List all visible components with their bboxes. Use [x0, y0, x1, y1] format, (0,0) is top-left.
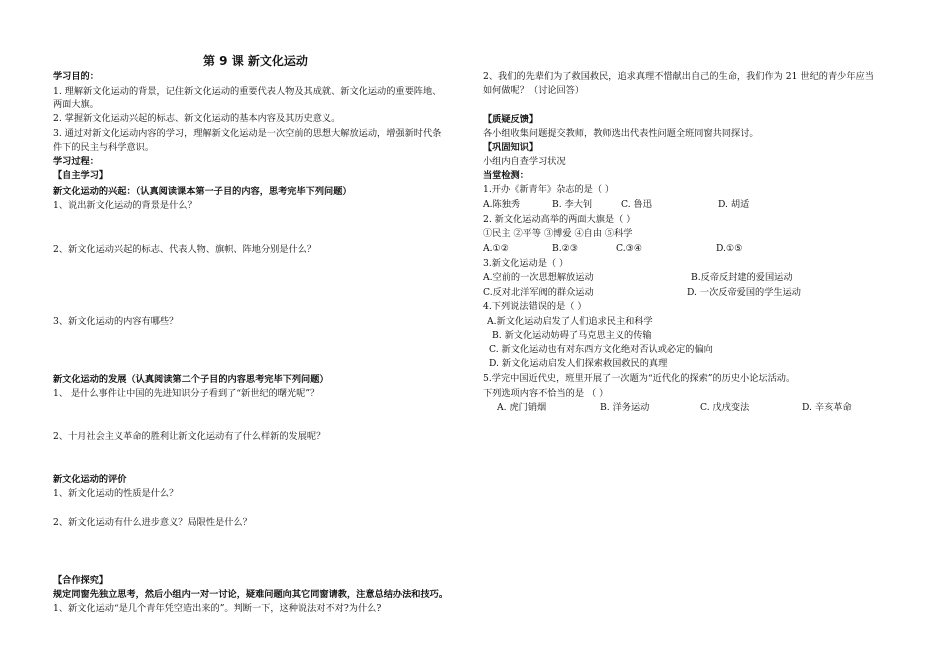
rise-question-3: 3、新文化运动的内容有哪些？ [53, 316, 179, 327]
evaluation-question-1: 1、新文化运动的性质是什么？ [53, 488, 179, 499]
option-c: C. 新文化运动也有对东西方文化绝对否认或必定的偏向 [489, 344, 713, 355]
self-study-heading: 【自主学习】 [53, 170, 109, 181]
option-a: A.陈独秀 [483, 199, 521, 210]
cooperation-heading: 【合作探究】 [53, 575, 109, 586]
goal-line: 2. 掌握新文化运动兴起的标志、新文化运动的基本内容及其历史意义。 [53, 113, 341, 124]
option-c: C. 鲁迅 [621, 199, 652, 210]
option-c: C.③④ [616, 243, 643, 254]
option-d: D. 辛亥革命 [802, 402, 852, 413]
test-question-3: 3.新文化运动是（ ） [483, 258, 569, 269]
process-heading: 学习过程： [53, 156, 99, 167]
option-a: A.①② [483, 243, 510, 254]
test-question-5: 5.学完中国近代史，班里开展了一次题为“近代化的探索”的历史小论坛活动。 [483, 373, 796, 384]
rise-section-heading: 新文化运动的兴起：（认真阅读课本第一子目的内容，思考完毕下列问题） [53, 186, 352, 197]
option-d: D.①⑤ [716, 243, 743, 254]
goal-line: 件下的民主与科学意识。 [53, 142, 155, 153]
option-c: C.反对北洋军阀的群众运动 [483, 287, 594, 298]
development-question-1: 1、 是什么事件让中国的先进知识分子看到了“新世纪的曙光呢”？ [53, 388, 320, 399]
cooperation-rule: 规定同窗先独立思考，然后小组内一对一讨论，疑难问题向其它同窗请教，注意总结办法和技巧。 [53, 589, 449, 600]
test-question-4: 4.下列说法错误的是（ ） [483, 301, 587, 312]
page-title: 第 9 课 新文化运动 [203, 54, 308, 68]
goal-line: 3. 通过对新文化运动内容的学习，理解新文化运动是一次空前的思想大解放运动，增强新时代条 [53, 128, 442, 139]
cooperation-question-1: 1、新文化运动“是几个青年凭空造出来的”。判断一下，这种说法对不对?为什么? [53, 603, 382, 614]
test-question-1: 1.开办《新青年》杂志的是（ ） [483, 184, 615, 195]
consolidate-text: 小组内自查学习状况 [483, 156, 566, 167]
discussion-question-line: 2、我们的先辈们为了救国救民，追求真理不惜献出自己的生命，我们作为 21 世纪的青少年应当 [483, 71, 874, 82]
option-b: B. 洋务运动 [600, 402, 650, 413]
rise-question-2: 2、新文化运动兴起的标志、代表人物、旗帜、阵地分别是什么？ [53, 244, 317, 255]
test-question-2: 2. 新文化运动高举的两面大旗是（ ） [483, 214, 636, 225]
option-b: B. 李大钊 [552, 199, 593, 210]
test-heading: 当堂检测： [483, 170, 529, 181]
option-a: A.空前的一次思想解放运动 [483, 272, 594, 283]
option-a: A. 虎门销烟 [497, 402, 547, 413]
rise-question-1: 1、说出新文化运动的背景是什么？ [53, 200, 197, 211]
test-question-5-prompt: 下列选项内容不恰当的是 （ ） [483, 388, 609, 399]
test-question-2-items: ①民主 ②平等 ③博爱 ④自由 ⑤科学 [483, 228, 633, 239]
goal-line: 1. 理解新文化运动的背景，记住新文化运动的重要代表人物及其成就、新文化运动的重要阵地、 [53, 86, 442, 97]
consolidate-heading: 【巩固知识】 [483, 142, 539, 153]
option-a: A.新文化运动启发了人们追求民主和科学 [487, 316, 653, 327]
evaluation-section-heading: 新文化运动的评价 [53, 474, 127, 485]
option-b: B. 新文化运动妨碍了马克思主义的传输 [492, 330, 652, 341]
option-d: D. 一次反帝爱国的学生运动 [687, 287, 801, 298]
goal-line: 两面大旗。 [53, 99, 99, 110]
option-d: D. 新文化运动启发人们探索救国救民的真理 [489, 358, 668, 369]
discussion-question-line: 如何做呢？（讨论回答） [483, 85, 585, 96]
evaluation-question-2: 2、新文化运动有什么进步意义？局限性是什么？ [53, 517, 252, 528]
option-b: B.反帝反封建的爱国运动 [691, 272, 793, 283]
goals-heading: 学习目的： [53, 71, 99, 82]
option-b: B.②③ [552, 243, 579, 254]
option-d: D. 胡适 [718, 199, 750, 210]
feedback-heading: 【质疑反馈】 [483, 114, 539, 125]
feedback-text: 各小组收集问题提交教师，教师选出代表性问题全班同窗共同探讨。 [483, 128, 759, 139]
option-c: C. 戊戌变法 [700, 402, 750, 413]
development-question-2: 2、十月社会主义革命的胜利让新文化运动有了什么样新的发展呢？ [53, 431, 326, 442]
development-section-heading: 新文化运动的发展（认真阅读第二个子目的内容思考完毕下列问题） [53, 374, 329, 385]
